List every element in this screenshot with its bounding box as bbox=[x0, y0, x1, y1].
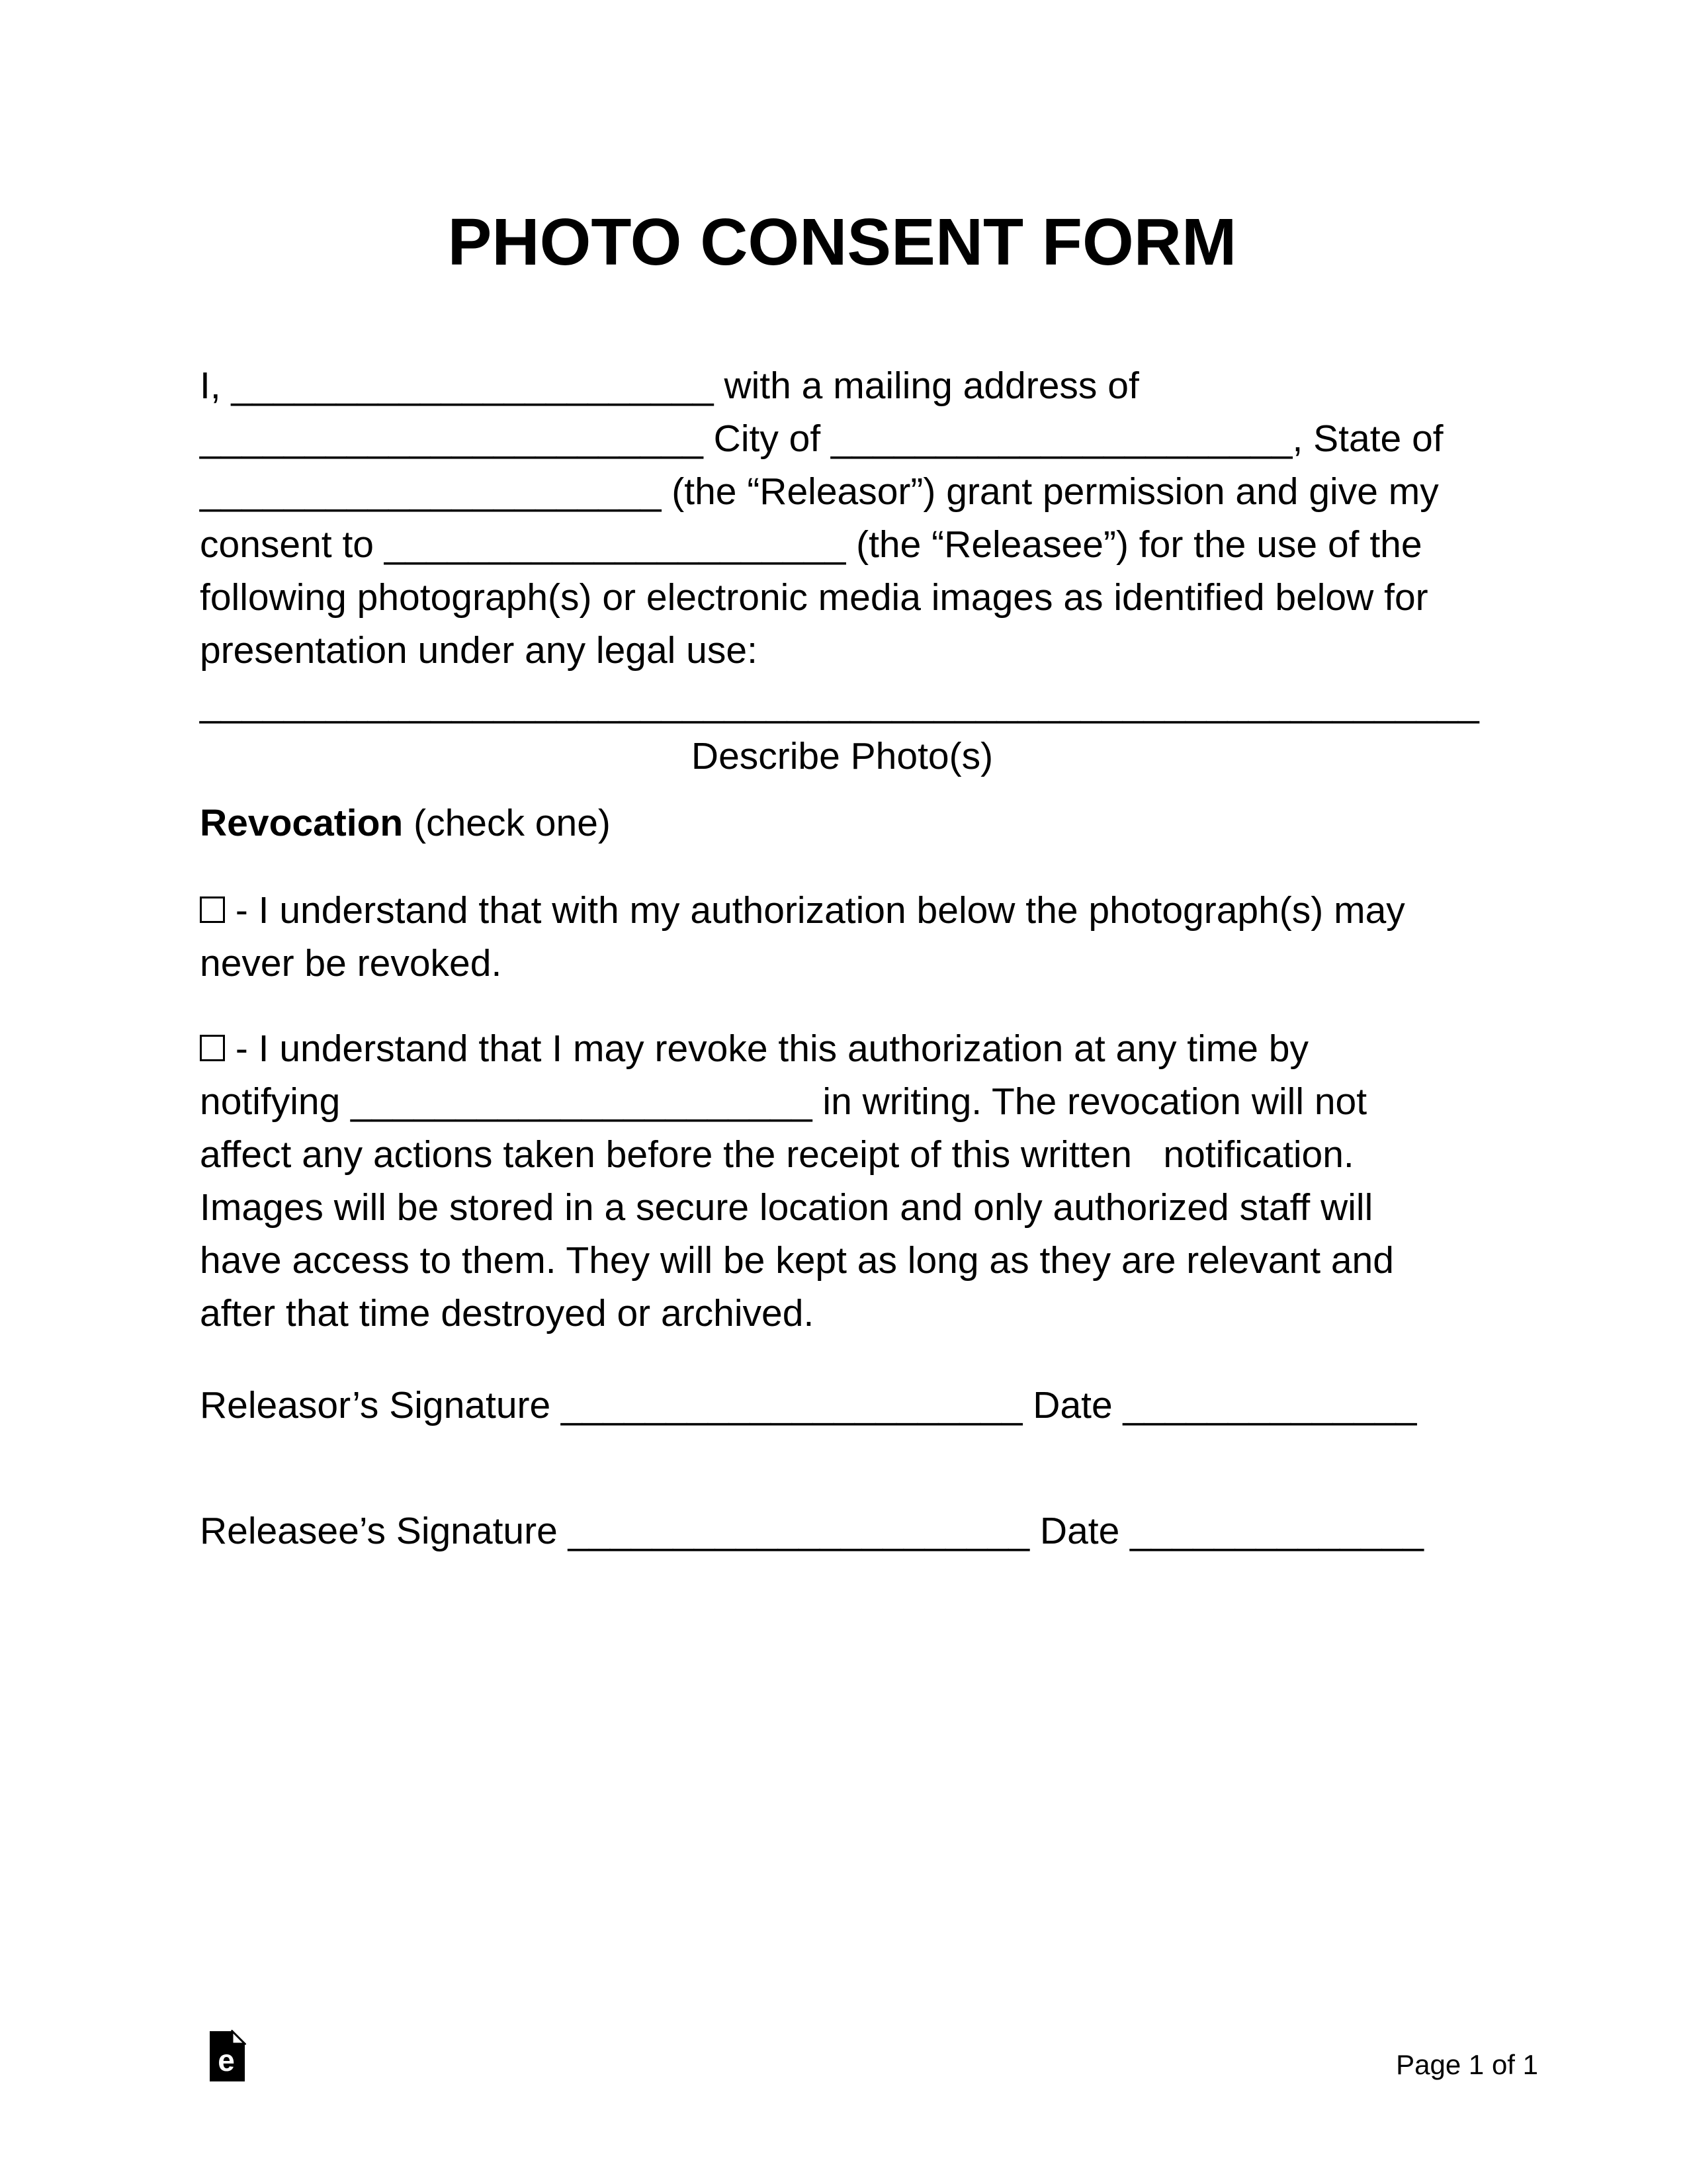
option-2-line-2-post: in writing. The revocation will not bbox=[812, 1080, 1367, 1123]
document-logo-icon bbox=[208, 2030, 246, 2083]
releasee-date-blank[interactable]: ______________ bbox=[1130, 1510, 1424, 1552]
page-number: Page 1 of 1 bbox=[1396, 2049, 1538, 2080]
mailing-address-blank[interactable]: ________________________ bbox=[200, 417, 703, 460]
state-blank[interactable]: ______________________ bbox=[200, 470, 662, 513]
releasee-date-label: Date bbox=[1029, 1510, 1131, 1552]
option-1-line-1 bbox=[200, 884, 1485, 937]
revocation-heading bbox=[200, 797, 1485, 850]
releasee-signature-row bbox=[200, 1505, 1485, 1557]
releasor-date-blank[interactable]: ______________ bbox=[1123, 1384, 1417, 1426]
option-2-line-3: affect any actions taken before the receipt of this written notification. bbox=[200, 1133, 1354, 1176]
photo-description-line bbox=[200, 677, 1485, 730]
eforms-logo bbox=[208, 2030, 246, 2083]
logo-letter: e bbox=[218, 2043, 235, 2077]
releasor-signature-line bbox=[200, 1379, 1485, 1432]
revocation-heading-suffix: (check one) bbox=[403, 802, 611, 844]
city-blank[interactable]: ______________________ bbox=[831, 417, 1293, 460]
option-1-text-1: - I understand that with my authorization below the photograph(s) may bbox=[225, 889, 1405, 932]
intro-line-3-post: (the “Releasor”) grant permission and give my bbox=[661, 470, 1439, 513]
intro-line-4 bbox=[200, 518, 1485, 571]
option-2-line-2 bbox=[200, 1075, 1485, 1128]
intro-line-2-mid: City of bbox=[703, 417, 832, 460]
page-title: PHOTO CONSENT FORM bbox=[447, 205, 1237, 279]
intro-line-4-post: (the “Releasee”) for the use of the bbox=[845, 523, 1422, 566]
releasee-signature-blank[interactable]: ______________________ bbox=[568, 1510, 1030, 1552]
intro-line-3 bbox=[200, 465, 1485, 518]
option-2-text-1: - I understand that I may revoke this authorization at any time by bbox=[225, 1027, 1309, 1070]
revocation-option-1 bbox=[200, 884, 1485, 990]
releasee-signature-line bbox=[200, 1505, 1485, 1557]
releasor-signature-blank[interactable]: ______________________ bbox=[561, 1384, 1023, 1426]
intro-line-5: following photograph(s) or electronic media images as identified below for bbox=[200, 576, 1428, 619]
checkbox-may-revoke[interactable] bbox=[200, 1035, 225, 1061]
releasor-date-label: Date bbox=[1022, 1384, 1123, 1426]
releasor-signature-label: Releasor’s Signature bbox=[200, 1384, 562, 1426]
releasor-name-blank[interactable]: _______________________ bbox=[231, 365, 714, 407]
notify-party-blank[interactable]: ______________________ bbox=[351, 1080, 812, 1123]
checkbox-never-revoked[interactable] bbox=[200, 896, 225, 923]
option-1-line-2: never be revoked. bbox=[200, 942, 502, 984]
intro-paragraph bbox=[200, 359, 1485, 677]
photo-description-caption: Describe Photo(s) bbox=[691, 735, 994, 777]
intro-line-4-pre: consent to bbox=[200, 523, 384, 566]
revocation-heading-line bbox=[200, 797, 1485, 850]
option-2-line-1 bbox=[200, 1022, 1485, 1075]
photo-description-blank[interactable]: _____________________________________________________________ bbox=[200, 682, 1479, 724]
releasee-signature-label: Releasee’s Signature bbox=[200, 1510, 568, 1552]
releasor-signature-row bbox=[200, 1379, 1485, 1432]
revocation-heading-label: Revocation bbox=[200, 802, 404, 844]
option-2-line-6: after that time destroyed or archived. bbox=[200, 1292, 814, 1334]
intro-line-2-post: , State of bbox=[1292, 417, 1444, 460]
intro-line-1 bbox=[200, 359, 1485, 412]
releasee-name-blank[interactable]: ______________________ bbox=[384, 523, 846, 566]
document-content bbox=[200, 0, 1485, 1557]
intro-line-1-pre: I, bbox=[200, 365, 232, 407]
intro-line-1-post: with a mailing address of bbox=[713, 365, 1139, 407]
option-2-line-2-pre: notifying bbox=[200, 1080, 351, 1123]
option-2-line-4: Images will be stored in a secure location and only authorized staff will bbox=[200, 1186, 1373, 1229]
revocation-option-2 bbox=[200, 1022, 1485, 1340]
option-2-line-5: have access to them. They will be kept as long as they are relevant and bbox=[200, 1239, 1394, 1282]
intro-line-6: presentation under any legal use: bbox=[200, 629, 757, 672]
intro-line-2 bbox=[200, 412, 1485, 465]
photo-description-section bbox=[200, 677, 1485, 783]
